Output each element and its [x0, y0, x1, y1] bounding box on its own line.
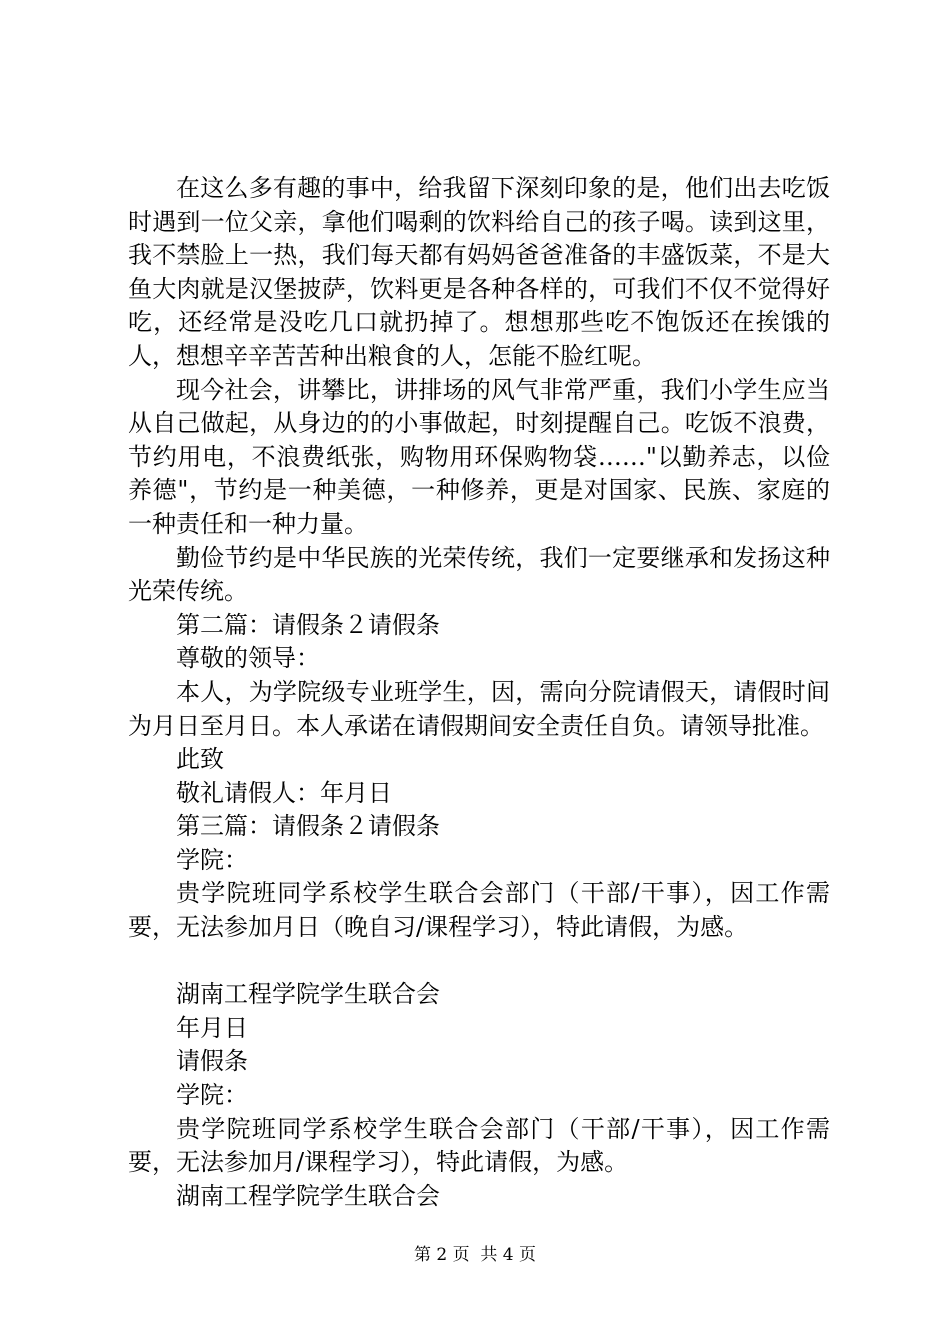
paragraph-union-leave-1: 贵学院班同学系校学生联合会部门（干部/干事），因工作需要，无法参加月日（晚自习/课程学习），特此请假，为感。 — [128, 879, 830, 942]
paragraph-leave-request: 本人，为学院级专业班学生，因，需向分院请假天，请假时间为月日至月日。本人承诺在请假期间安全责任自负。请领导批准。 — [128, 677, 830, 740]
salutation-college-2: 学院： — [176, 1081, 248, 1110]
closing-cizhi: 此致 — [176, 745, 224, 774]
paragraph-union-leave-2: 贵学院班同学系校学生联合会部门（干部/干事），因工作需要，无法参加月/课程学习），特此请假，为感。 — [128, 1114, 830, 1177]
blank-line — [128, 945, 830, 979]
page-number-footer: 第 2 页 共 4 页 — [413, 1245, 537, 1265]
title-leave-note: 请假条 — [176, 1047, 248, 1076]
closing-signature-date: 敬礼请假人：年月日 — [176, 778, 392, 807]
paragraph-society: 现今社会，讲攀比，讲排场的风气非常严重，我们小学生应当从自己做起，从身边的的小事做起，时刻提醒自己。吃饭不浪费，节约用电，不浪费纸张，购物用环保购物袋……"以勤养志，以俭养德"，节约是一种美德，一种修养，更是对国家、民族、家庭的一种责任和一种力量。 — [128, 375, 830, 538]
document-body — [128, 172, 830, 1213]
paragraph-meal-story: 在这么多有趣的事中，给我留下深刻印象的是，他们出去吃饭时遇到一位父亲，拿他们喝剩的饮料给自己的孩子喝。读到这里，我不禁脸上一热，我们每天都有妈妈爸爸准备的丰盛饭菜，不是大鱼大肉就是汉堡披萨，饮料更是各种各样的，可我们不仅不觉得好吃，还经常是没吃几口就扔掉了。想想那些吃不饱饭还在挨饿的人，想想辛辛苦苦种出粮食的人，怎能不脸红呢。 — [128, 174, 830, 370]
salutation-leader: 尊敬的领导： — [176, 644, 320, 673]
heading-part-two: 第二篇：请假条２请假条 — [176, 610, 440, 639]
signature-union-1: 湖南工程学院学生联合会 — [176, 980, 440, 1009]
signature-union-2: 湖南工程学院学生联合会 — [176, 1181, 440, 1210]
salutation-college-1: 学院： — [176, 845, 248, 874]
paragraph-tradition: 勤俭节约是中华民族的光荣传统，我们一定要继承和发扬这种光荣传统。 — [128, 543, 830, 606]
heading-part-three: 第三篇：请假条２请假条 — [176, 812, 440, 841]
date-line: 年月日 — [176, 1013, 248, 1042]
